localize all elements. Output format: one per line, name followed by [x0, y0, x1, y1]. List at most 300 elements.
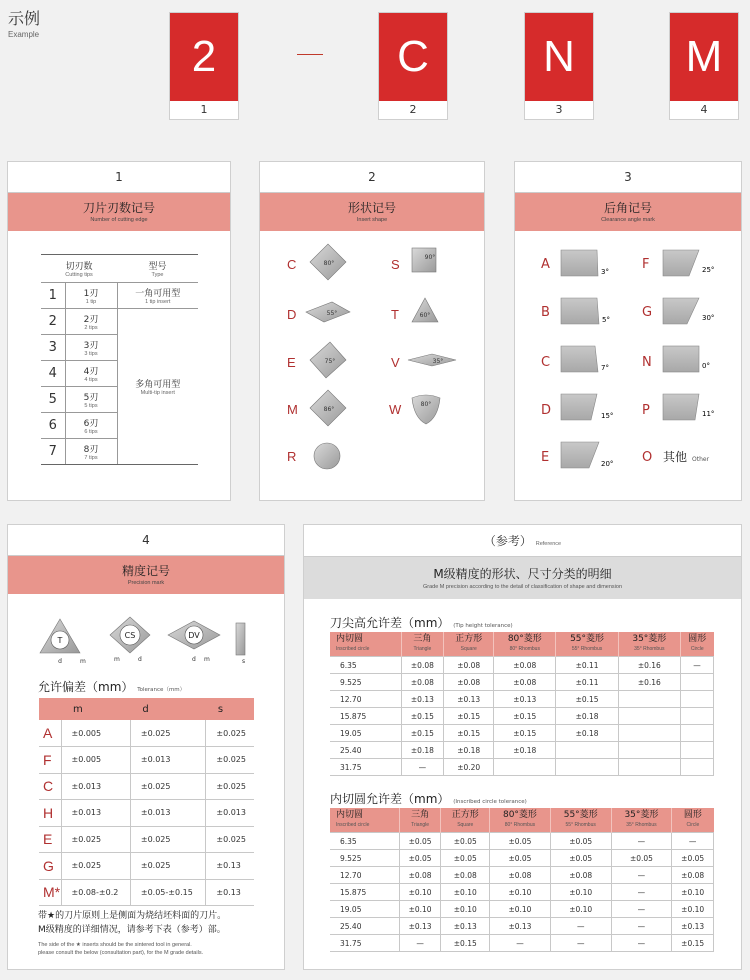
row-en: 4 tips: [84, 377, 98, 383]
table-cell: ±0.15: [444, 725, 494, 742]
table-cell: ±0.10: [672, 884, 714, 901]
shape-angle: 75°: [324, 358, 336, 365]
table-cell: —: [550, 935, 611, 952]
tol-m: ±0.08-±0.2: [61, 879, 130, 906]
col-header-en: Cutting tips: [65, 272, 93, 278]
table-cell: ±0.13: [490, 918, 551, 935]
clearance-d-shape: [561, 394, 597, 420]
table-cell: [494, 759, 556, 776]
shape-angle: 55°: [326, 310, 338, 317]
shape-letter: D: [287, 307, 297, 322]
grade-letter: M*: [39, 879, 61, 906]
clearance-letter: E: [541, 450, 550, 465]
clearance-letter: G: [642, 305, 653, 320]
shape-letter: M: [287, 402, 298, 417]
col-header-en: 80° Rhombus: [504, 822, 536, 828]
table-cell: ±0.15: [441, 935, 490, 952]
shape-letter: C: [287, 257, 297, 272]
table-cell: ±0.18: [556, 725, 618, 742]
clearance-g-shape: [663, 298, 699, 324]
table-cell: ±0.05: [672, 850, 714, 867]
table-cell: ±0.18: [494, 742, 556, 759]
table-cell: ±0.15: [672, 935, 714, 952]
table-cell: —: [611, 901, 672, 918]
col-header: d: [130, 698, 205, 720]
panel-title: 形状记号: [347, 201, 396, 215]
row-en: 3 tips: [84, 351, 98, 357]
tol-s: ±0.025: [206, 747, 254, 774]
col-header-en: Square: [460, 646, 477, 652]
tip-height-title-en: (Tip height tolerance): [453, 623, 513, 629]
table-cell: ±0.18: [444, 742, 494, 759]
table-cell: ±0.10: [490, 901, 551, 918]
trigon-shape: [412, 395, 440, 424]
table-cell: ±0.15: [444, 708, 494, 725]
clearance-letter: D: [541, 403, 552, 418]
panel-band: [515, 193, 741, 231]
code-box-3: [524, 12, 594, 120]
table-cell: 9.525: [330, 850, 399, 867]
clearance-angle: 11°: [702, 410, 715, 418]
precision-icon-label: DV: [188, 631, 200, 640]
table-cell: [680, 759, 713, 776]
panel-band: [260, 193, 484, 231]
table-cell: ±0.05: [441, 833, 490, 850]
precision-icon-label: T: [57, 636, 63, 645]
table-cell: ±0.05: [490, 850, 551, 867]
table-row: [330, 884, 714, 901]
table-cell: ±0.08: [441, 867, 490, 884]
col-header-en: Type: [151, 272, 164, 278]
panel-subtitle: Precision mark: [127, 580, 165, 586]
table-row: [330, 901, 714, 918]
clearance-diagram: [515, 232, 743, 500]
inscribed-circle-title: [330, 790, 527, 807]
precision-diagram: [8, 613, 286, 665]
shape-letter: V: [391, 355, 400, 370]
inscribed-circle-title-cn: 内切圆允许差（mm）: [330, 792, 450, 806]
table-cell: 19.05: [330, 725, 401, 742]
table-cell: —: [611, 833, 672, 850]
table-row: [330, 657, 714, 674]
tol-s: ±0.13: [206, 853, 254, 880]
code-box-1: [169, 12, 239, 120]
table-cell: ±0.05: [550, 850, 611, 867]
table-cell: ±0.16: [618, 657, 680, 674]
row-en: 6 tips: [84, 429, 98, 435]
code-char: C: [379, 13, 447, 101]
table-cell: 31.75: [330, 759, 401, 776]
table-cell: ±0.10: [441, 901, 490, 918]
tol-s: ±0.025: [206, 773, 254, 800]
clearance-c-shape: [561, 346, 598, 372]
col-header: 内切圆: [336, 634, 364, 644]
table-cell: —: [672, 833, 714, 850]
table-row: [39, 720, 254, 747]
panel-subtitle: Insert shape: [356, 217, 388, 223]
table-cell: ±0.10: [399, 901, 441, 918]
row-cn: 5刃: [83, 393, 99, 403]
col-header: 三角: [411, 810, 430, 820]
reference-band: [304, 557, 741, 599]
code-dash: [297, 54, 323, 55]
table-cell: ±0.16: [618, 674, 680, 691]
table-row: [39, 773, 254, 800]
code-char: 2: [170, 13, 238, 101]
col-header: 80°菱形: [502, 810, 537, 820]
reference-head: [304, 525, 741, 557]
table-cell: 31.75: [330, 935, 399, 952]
col-header-en: Inscribed circle: [336, 822, 370, 828]
clearance-angle: 0°: [702, 362, 710, 370]
table-cell: ±0.05: [399, 833, 441, 850]
table-cell: ±0.13: [441, 918, 490, 935]
table-cell: ±0.08: [444, 674, 494, 691]
dim-label: d: [58, 658, 62, 665]
round-shape: [314, 443, 340, 469]
code-num: 2: [409, 103, 417, 116]
table-cell: —: [611, 935, 672, 952]
table-cell: ±0.05: [399, 850, 441, 867]
col-header: 圆形: [688, 634, 707, 644]
tolerance-title: [38, 678, 185, 695]
col-header-en: Square: [457, 822, 474, 828]
col-header: 型号: [148, 262, 167, 272]
table-cell: 12.70: [330, 867, 399, 884]
table-cell: —: [611, 918, 672, 935]
tol-m: ±0.013: [61, 800, 130, 827]
shape-angle: 80°: [323, 260, 335, 267]
panel-cutting-edge: [7, 161, 231, 501]
table-row: [39, 853, 254, 880]
type-multi: 多角可用型: [135, 380, 181, 390]
col-header-en: Inscribed circle: [336, 646, 370, 652]
table-cell: 9.525: [330, 674, 401, 691]
row-num: 3: [41, 335, 65, 361]
table-cell: —: [680, 657, 713, 674]
table-row: [330, 918, 714, 935]
tolerance-title-cn: 允许偏差（mm）: [38, 680, 134, 694]
row-cn: 4刃: [83, 367, 99, 377]
shape-angle: 80°: [420, 401, 432, 408]
table-cell: ±0.13: [444, 691, 494, 708]
col-header-en: Triangle: [413, 646, 432, 652]
row-num: 6: [41, 413, 65, 439]
col-header: 35°菱形: [624, 810, 659, 820]
tol-d: ±0.05-±0.15: [130, 879, 205, 906]
col-header: 圆形: [683, 810, 702, 820]
table-cell: ±0.08: [401, 674, 444, 691]
grade-letter: H: [39, 800, 61, 827]
tol-m: ±0.025: [61, 826, 130, 853]
table-cell: [618, 691, 680, 708]
precision-icon-label: CS: [124, 631, 136, 640]
clearance-letter: O: [642, 450, 653, 465]
dim-label: m: [114, 656, 120, 663]
col-header-en: Circle: [690, 646, 704, 652]
table-row: [330, 674, 714, 691]
col-header-en: 35° Rhombus: [626, 822, 657, 828]
table-cell: 6.35: [330, 657, 401, 674]
clearance-angle: 5°: [602, 316, 610, 324]
clearance-other-en: Other: [692, 456, 710, 463]
dim-label: m: [204, 656, 210, 663]
col-header: 三角: [413, 634, 432, 644]
table-cell: ±0.08: [490, 867, 551, 884]
row-en: 5 tips: [84, 403, 98, 409]
table-cell: [680, 742, 713, 759]
clearance-letter: A: [541, 257, 550, 272]
clearance-letter: P: [642, 403, 650, 418]
table-cell: 19.05: [330, 901, 399, 918]
tol-s: ±0.13: [206, 879, 254, 906]
panel-precision: [7, 524, 285, 970]
row-num: 1: [41, 283, 65, 309]
clearance-other: 其他: [663, 450, 688, 464]
table-cell: —: [401, 759, 444, 776]
tol-d: ±0.013: [130, 800, 205, 827]
panel-subtitle: Number of cutting edge: [90, 217, 148, 223]
tol-s: ±0.025: [206, 720, 254, 747]
col-header: 80°菱形: [507, 634, 542, 644]
table-cell: ±0.18: [401, 742, 444, 759]
table-cell: ±0.08: [672, 867, 714, 884]
panel-subtitle: Clearance angle mark: [601, 217, 655, 223]
type-multi-en: Multi-tip insert: [140, 390, 175, 396]
tolerance-title-en: Tolerance（mm）: [137, 687, 186, 693]
panel-band: [8, 556, 284, 594]
clearance-angle: 20°: [601, 460, 614, 468]
table-cell: [556, 742, 618, 759]
tol-s: ±0.025: [206, 826, 254, 853]
table-cell: ±0.10: [441, 884, 490, 901]
table-cell: ±0.10: [550, 884, 611, 901]
col-header: s: [206, 698, 254, 720]
table-cell: ±0.15: [401, 725, 444, 742]
clearance-angle: 3°: [601, 268, 609, 276]
panel-title: 后角记号: [603, 201, 652, 215]
code-box-2: [378, 12, 448, 120]
table-cell: ±0.18: [556, 708, 618, 725]
table-cell: ±0.08: [494, 674, 556, 691]
type-single-en: 1 tip insert: [145, 299, 171, 305]
panel-insert-shape: [259, 161, 485, 501]
grade-letter: F: [39, 747, 61, 774]
tol-s: ±0.013: [206, 800, 254, 827]
table-row: [330, 935, 714, 952]
table-cell: ±0.15: [494, 708, 556, 725]
table-row: [39, 826, 254, 853]
note-line: 带★的刀片原则上是侧面为烧结坯料面的刀片。: [38, 911, 227, 921]
clearance-angle: 25°: [702, 266, 715, 274]
table-row: [41, 309, 198, 335]
col-header: 35°菱形: [632, 634, 667, 644]
tol-d: ±0.013: [130, 747, 205, 774]
clearance-e-shape: [561, 442, 599, 468]
tolerance-table: [39, 698, 254, 906]
code-num: 3: [555, 103, 563, 116]
precision-note-cn: [38, 909, 283, 937]
shape-letter: R: [287, 449, 297, 464]
col-header: 切刃数: [65, 262, 93, 272]
row-en: 7 tips: [84, 455, 98, 461]
table-cell: ±0.08: [401, 657, 444, 674]
clearance-n-shape: [663, 346, 699, 372]
example-subtitle: Example: [8, 30, 40, 39]
panel-title: 刀片刃数记号: [82, 201, 155, 215]
col-header: m: [61, 698, 130, 720]
tip-height-table: [330, 632, 714, 776]
type-single: 一角可用型: [135, 289, 181, 299]
cutting-edge-table: [41, 254, 198, 465]
table-cell: ±0.08: [550, 867, 611, 884]
grade-letter: A: [39, 720, 61, 747]
table-row: [39, 747, 254, 774]
shape-angle: 86°: [323, 406, 335, 413]
row-num: 7: [41, 439, 65, 465]
table-cell: 15.875: [330, 884, 399, 901]
table-cell: [680, 708, 713, 725]
table-cell: [680, 691, 713, 708]
panel-number: 3: [515, 162, 741, 193]
tol-d: ±0.025: [130, 826, 205, 853]
panel-reference: [303, 524, 742, 970]
tip-height-title-cn: 刀尖高允许差（mm）: [330, 616, 450, 630]
table-cell: [618, 759, 680, 776]
table-cell: ±0.05: [441, 850, 490, 867]
row-cn: 2刃: [83, 315, 99, 325]
table-row: [330, 867, 714, 884]
shape-letter: W: [389, 402, 402, 417]
col-header-en: 80° Rhombus: [509, 646, 540, 652]
col-header: 55°菱形: [570, 634, 605, 644]
table-cell: [618, 725, 680, 742]
table-cell: —: [611, 884, 672, 901]
clearance-letter: C: [541, 355, 551, 370]
table-cell: ±0.13: [672, 918, 714, 935]
clearance-p-shape: [663, 394, 699, 420]
table-cell: ±0.15: [494, 725, 556, 742]
tol-m: ±0.005: [61, 720, 130, 747]
col-header: 55°菱形: [563, 810, 598, 820]
table-cell: 25.40: [330, 742, 401, 759]
grade-letter: G: [39, 853, 61, 880]
clearance-letter: B: [541, 305, 550, 320]
dim-label: s: [242, 658, 246, 665]
note-line: The side of the ★ inserts should be the sintered tool in general.: [38, 942, 192, 948]
row-cn: 6刃: [83, 419, 99, 429]
table-cell: ±0.08: [399, 867, 441, 884]
table-row: [41, 283, 198, 309]
code-box-4: [669, 12, 739, 120]
shape-diagram: [260, 232, 486, 500]
table-cell: [618, 742, 680, 759]
table-cell: ±0.13: [401, 691, 444, 708]
table-cell: ±0.10: [672, 901, 714, 918]
table-cell: ±0.20: [444, 759, 494, 776]
reference-head-en: Reference: [535, 541, 562, 547]
table-cell: ±0.05: [490, 833, 551, 850]
table-cell: 12.70: [330, 691, 401, 708]
table-cell: ±0.08: [444, 657, 494, 674]
table-row: [330, 850, 714, 867]
table-row: [39, 800, 254, 827]
panel-number: 2: [260, 162, 484, 193]
code-char: N: [525, 13, 593, 101]
table-cell: [680, 725, 713, 742]
reference-title: M级精度的形状、尺寸分类的明细: [433, 567, 612, 581]
tol-m: ±0.005: [61, 747, 130, 774]
table-cell: ±0.10: [399, 884, 441, 901]
inscribed-circle-table: [330, 808, 714, 952]
row-cn: 3刃: [83, 341, 99, 351]
code-num: 1: [200, 103, 208, 116]
col-header: 正方形: [451, 810, 479, 820]
clearance-letter: F: [642, 257, 650, 272]
tol-d: ±0.025: [130, 773, 205, 800]
inscribed-circle-title-en: (Inscribed circle tolerance): [453, 799, 527, 805]
table-cell: ±0.08: [494, 657, 556, 674]
table-cell: ±0.10: [490, 884, 551, 901]
table-row: [330, 759, 714, 776]
col-header: 正方形: [455, 634, 483, 644]
table-row: [330, 742, 714, 759]
table-cell: 6.35: [330, 833, 399, 850]
panel-title: 精度记号: [121, 564, 170, 578]
clearance-b-shape: [561, 298, 599, 324]
clearance-a-shape: [561, 250, 598, 276]
table-cell: ±0.05: [550, 833, 611, 850]
table-cell: ±0.05: [611, 850, 672, 867]
grade-letter: E: [39, 826, 61, 853]
row-en: 1 tip: [85, 299, 97, 305]
table-cell: —: [490, 935, 551, 952]
grade-letter: C: [39, 773, 61, 800]
panel-band: [8, 193, 230, 231]
shape-angle: 60°: [419, 312, 431, 319]
table-cell: —: [611, 867, 672, 884]
table-cell: 15.875: [330, 708, 401, 725]
reference-subtitle: Grade M precision according to the detail of classification of shape and dimension: [422, 584, 623, 590]
panel-number: 4: [8, 525, 284, 556]
clearance-angle: 15°: [601, 412, 614, 420]
table-row: [330, 708, 714, 725]
shape-angle: 35°: [432, 358, 444, 365]
shape-angle: 90°: [424, 254, 436, 261]
thickness-icon: [236, 623, 245, 655]
col-header-en: 35° Rhombus: [634, 646, 665, 652]
note-line: please consult the below (consultation part), for the M grade details.: [38, 950, 204, 956]
col-header-en: Circle: [686, 822, 700, 828]
table-cell: ±0.13: [494, 691, 556, 708]
code-num: 4: [700, 103, 708, 116]
table-cell: ±0.10: [550, 901, 611, 918]
row-cn: 8刃: [83, 445, 99, 455]
precision-note-en: [38, 941, 283, 957]
table-cell: ±0.15: [556, 691, 618, 708]
col-header-en: 55° Rhombus: [571, 646, 603, 652]
tol-d: ±0.025: [130, 720, 205, 747]
row-en: 2 tips: [84, 325, 98, 331]
col-header-en: Triangle: [411, 822, 430, 828]
tol-m: ±0.025: [61, 853, 130, 880]
row-cn: 1刃: [83, 289, 99, 299]
code-char: M: [670, 13, 738, 101]
dim-label: m: [80, 658, 86, 665]
panel-clearance-angle: [514, 161, 742, 501]
col-header-en: 55° Rhombus: [565, 822, 596, 828]
tip-height-title: [330, 614, 513, 631]
